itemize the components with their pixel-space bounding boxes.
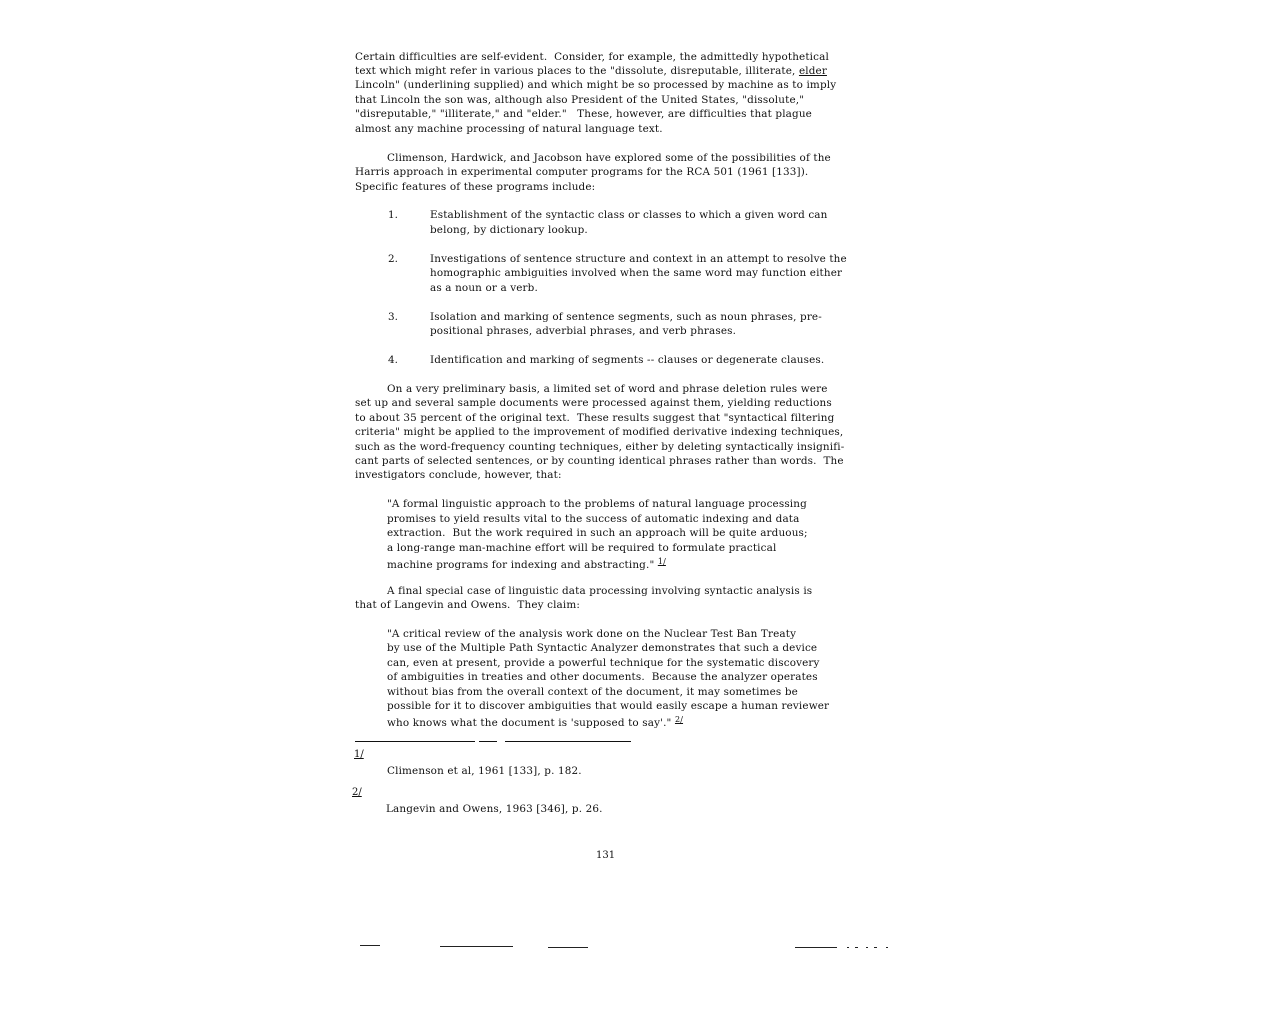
footnote-mark: 2/: [352, 787, 362, 798]
list-number: 3.: [388, 311, 398, 323]
text-line: promises to yield results vital to the success of automatic indexing and data: [387, 513, 800, 525]
scan-mark: [886, 947, 888, 948]
scan-mark: [440, 946, 513, 947]
text-line: homographic ambiguities involved when the same word may function either: [430, 267, 843, 279]
text-line: Lincoln" (underlining supplied) and which might be so processed by machine as to imply: [355, 79, 837, 91]
text-line: by use of the Multiple Path Syntactic Analyzer demonstrates that such a device: [387, 642, 818, 654]
text-line: Climenson, Hardwick, and Jacobson have explored some of the possibilities of the: [387, 152, 831, 164]
footnote-reference[interactable]: 2/: [674, 715, 684, 724]
text-line: Investigations of sentence structure and context in an attempt to resolve the: [430, 253, 847, 265]
list-number: 1.: [388, 209, 398, 221]
footnote-separator: [505, 741, 631, 742]
text-line: [387, 713, 683, 730]
text-line: [355, 64, 827, 78]
scan-mark: [360, 945, 380, 946]
text-line: "A critical review of the analysis work done on the Nuclear Test Ban Treaty: [387, 628, 797, 640]
scan-mark: [847, 947, 849, 948]
text-line: that Lincoln the son was, although also President of the United States, "dissolute,": [355, 94, 805, 106]
footnote-separator: [479, 741, 497, 742]
footnote-reference[interactable]: 1/: [657, 557, 666, 566]
page-number: 131: [596, 850, 616, 861]
text-line: "A formal linguistic approach to the problems of natural language processing: [387, 498, 807, 510]
text-line: A final special case of linguistic data processing involving syntactic analysis is: [387, 585, 813, 597]
scan-mark: [795, 947, 837, 948]
text-line: belong, by dictionary lookup.: [430, 224, 588, 236]
text-span: machine programs for indexing and abstracting.": [387, 559, 658, 571]
text-line: On a very preliminary basis, a limited set of word and phrase deletion rules were: [387, 383, 828, 395]
text-line: [387, 555, 666, 572]
text-line: of ambiguities in treaties and other documents. Because the analyzer operates: [387, 671, 818, 683]
text-line: to about 35 percent of the original text. These results suggest that "syntactical filtering: [355, 412, 835, 424]
text-line: Harris approach in experimental computer programs for the RCA 501 (1961 [133]).: [355, 166, 809, 178]
text-line: without bias from the overall context of the document, it may sometimes be: [387, 686, 798, 698]
text-line: as a noun or a verb.: [430, 282, 538, 294]
text-line: extraction. But the work required in such an approach will be quite arduous;: [387, 527, 808, 539]
scan-mark: [874, 947, 877, 948]
text-span: text which might refer in various places to the "dissolute, disreputable, illiterate,: [355, 65, 799, 77]
text-line: that of Langevin and Owens. They claim:: [355, 599, 581, 611]
footnote-text: Langevin and Owens, 1963 [346], p. 26.: [386, 803, 603, 815]
text-line: Establishment of the syntactic class or classes to which a given word can: [430, 209, 828, 221]
footnote-separator: [355, 741, 475, 742]
text-line: criteria" might be applied to the improvement of modified derivative indexing techniques,: [355, 426, 844, 438]
text-line: such as the word-frequency counting techniques, either by deleting syntactically insignifi-: [355, 441, 845, 453]
text-line: a long-range man-machine effort will be required to formulate practical: [387, 542, 777, 554]
text-line: positional phrases, adverbial phrases, and verb phrases.: [430, 325, 737, 337]
text-line: Specific features of these programs include:: [355, 181, 596, 193]
scan-mark: [866, 947, 868, 948]
text-line: Isolation and marking of sentence segments, such as noun phrases, pre-: [430, 311, 822, 323]
scan-mark: [855, 947, 858, 948]
text-line: Identification and marking of segments -- clauses or degenerate clauses.: [430, 354, 825, 366]
text-line: "disreputable," "illiterate," and "elder." These, however, are difficulties that plague: [355, 108, 812, 120]
text-line: Certain difficulties are self-evident. Consider, for example, the admittedly hypothetical: [355, 51, 829, 63]
underlined-word: elder: [798, 65, 827, 77]
list-number: 2.: [388, 253, 398, 265]
text-line: almost any machine processing of natural language text.: [355, 123, 663, 135]
text-line: can, even at present, provide a powerful technique for the systematic discovery: [387, 657, 820, 669]
scan-mark: [548, 947, 588, 948]
text-span: who knows what the document is 'supposed to say'.": [387, 717, 675, 729]
list-number: 4.: [388, 354, 398, 366]
text-line: cant parts of selected sentences, or by counting identical phrases rather than words. The: [355, 455, 844, 467]
text-line: investigators conclude, however, that:: [355, 469, 562, 481]
footnote-mark: 1/: [354, 749, 364, 760]
footnote-text: Climenson et al, 1961 [133], p. 182.: [387, 765, 582, 777]
text-line: set up and several sample documents were processed against them, yielding reductions: [355, 397, 832, 409]
text-line: possible for it to discover ambiguities that would easily escape a human reviewer: [387, 700, 830, 712]
